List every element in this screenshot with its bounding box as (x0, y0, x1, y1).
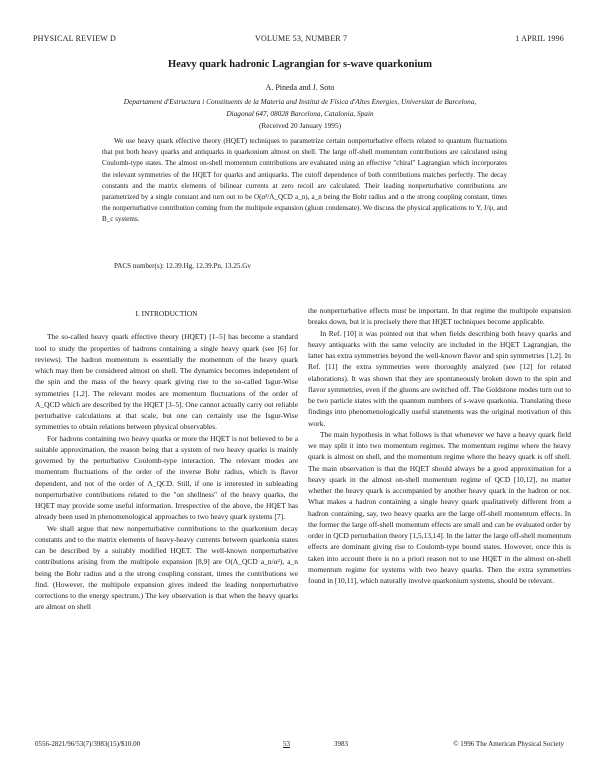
received-date: (Received 20 January 1995) (258, 121, 342, 130)
pacs-numbers: PACS number(s): 12.39.Hg, 12.39.Pn, 13.25.Gv (114, 262, 251, 270)
paragraph: We shall argue that new nonperturbative contributions to the quarkonium decay constants and to the matrix elements of heavy-heavy currents between quarkonia states can be described by a suitably modified HQET. The well-known nonperturbative contributions arising from the multipole expansion [8,9] are O(Λ_QCD a_n/α²), a_n being the Bohr radius and α the strong coupling constant, times the contributions we find. (However, the multipole expansion gives indeed the leading nonperturbative corrections to the energy spectrum.) The key observation is that when the heavy quarks are almost on shell (35, 523, 298, 612)
volume-issue: VOLUME 53, NUMBER 7 (255, 34, 348, 43)
journal-name: PHYSICAL REVIEW D (33, 34, 116, 43)
authors: A. Pineda and J. Soto (265, 83, 335, 92)
paragraph: The so-called heavy quark effective theory (HQET) [1–5] has become a standard tool to study the properties of hadrons containing a single heavy quark (see [6] for reviews). The hadron momentum is essentially the momentum of the heavy quark which may then be considered almost on shell. The dynamics becomes independent of the spin and the mass of the heavy quark giving rise to the so-called Isgur-Wise symmetries [1,2]. The relevant modes are momentum fluctuations of the order of Λ_QCD which are described by the HQET [3–5]. One cannot actually carry out reliable perturbative calculations at that scale, but one can certainly use the Isgur-Wise symmetries to obtain relations between physical observables. (35, 332, 298, 432)
paragraph: For hadrons containing two heavy quarks or more the HQET is not believed to be a suitable approximation, the reason being that a system of two heavy quarks is mainly governed by the perturbative Coulomb-type interaction. The relevant modes are momentum fluctuations of the order of the inverse Bohr radius, which is flavor dependent, and not of the order of Λ_QCD. Still, if one is interested in subleading nonperturbative contributions related to the "on shellness" of the heavy quarks, the HQET may provide some useful information. Irrespective of the above, the HQET has already been used in phenomenological approaches to two heavy quark systems [7]. (35, 433, 298, 522)
section-heading: I. INTRODUCTION (135, 309, 198, 318)
footer-volume: 53 (283, 740, 290, 748)
abstract: We use heavy quark effective theory (HQET) techniques to parametrize certain nonperturbative effects related to quantum fluctuations that put both heavy quarks and antiquarks in quarkonium almost on shell. The large off-shell momentum contributions are calculated using Coulomb-type states. The almost on-shell momentum contributions are evaluated using an effective "chiral" Lagrangian which incorporates the relevant symmetries of the HQET for quarks and antiquarks. The cutoff dependence of both contributions matches perfectly. The decay constants and the matrix elements of bilinear currents at zero recoil are calculated. Their leading nonperturbative contributions are parametrized by a single constant and turn out to be O(α²/Λ_QCD a_n), a_n being the Bohr radius and α the strong coupling constant, times the nonperturbative contribution coming from the multipole expansion (gluon condensate). We discuss the physical applications to Υ, J/ψ, and B_c systems. (102, 137, 507, 224)
paragraph: In Ref. [10] it was pointed out that when fields describing both heavy quarks and heavy antiquarks with the same velocity are included in the HQET Lagrangian, the latter has extra symmetries beyond the well-known flavor and spin symmetries [1,2]. In Ref. [11] the extra symmetries were thoroughly analyzed (see [12] for related elaborations). It was shown that they are spontaneously broken down to the spin and flavor symmetries, even if the gluons are switched off. The Goldstone modes turn out to be two particle states with the quantum numbers of s-wave quarkonia. Translating these findings into phenomenologically useful statements was the original motivation of this work. (308, 328, 571, 428)
right-column (308, 305, 571, 586)
paragraph: the nonperturbative effects must be important. In that regime the multipole expansion breaks down, but it is precisely there that HQET techniques become applicable. (308, 306, 571, 327)
affiliation-line-1: Departament d'Estructura i Constituents de la Materia and Institut de Física d'Altes Energies, Universitat de Barcelona, (123, 97, 477, 106)
paper-title: Heavy quark hadronic Lagrangian for s-wave quarkonium (168, 59, 432, 70)
left-column (35, 308, 298, 613)
affiliation-line-2: Diagonal 647, 08028 Barcelona, Catalonia, Spain (226, 109, 374, 118)
paragraph: The main hypothesis in what follows is that whenever we have a heavy quark field we may split it into two momentum regimes. The momentum regime where the heavy quark is almost on shell, and the momentum regime where the heavy quark is off shell. The main observation is that the HQET should always be a good approximation for a heavy quark in the almost on-shell momentum regime of QCD [10,12], no matter whether the heavy quark is accompanied by another heavy quark in the hadron or not. What makes a hadron containing a single heavy quark qualitatively different from a hadron containing, say, two heavy quarks are the large off-shell momentum effects. In the former the large off-shell momentum effects are small and can be evaluated order by order in QCD perturbation theory [1,5,13,14]. In the latter the large off-shell momentum effects are dominant giving rise to Coulomb-type bound states. However, once this is taken into account there is no a priori reason not to use HQET in the almost on-shell momentum regime for systems with two heavy quarks. Then the extra symmetries found in [10,11], which naturally involve quarkonium systems, should be relevant. (308, 429, 571, 585)
issue-date: 1 APRIL 1996 (515, 34, 564, 43)
footer-page-number: 3983 (334, 740, 348, 748)
footer-code: 0556-2821/96/53(7)/3983(15)/$10.00 (35, 740, 141, 748)
footer-copyright: © 1996 The American Physical Society (453, 740, 564, 748)
